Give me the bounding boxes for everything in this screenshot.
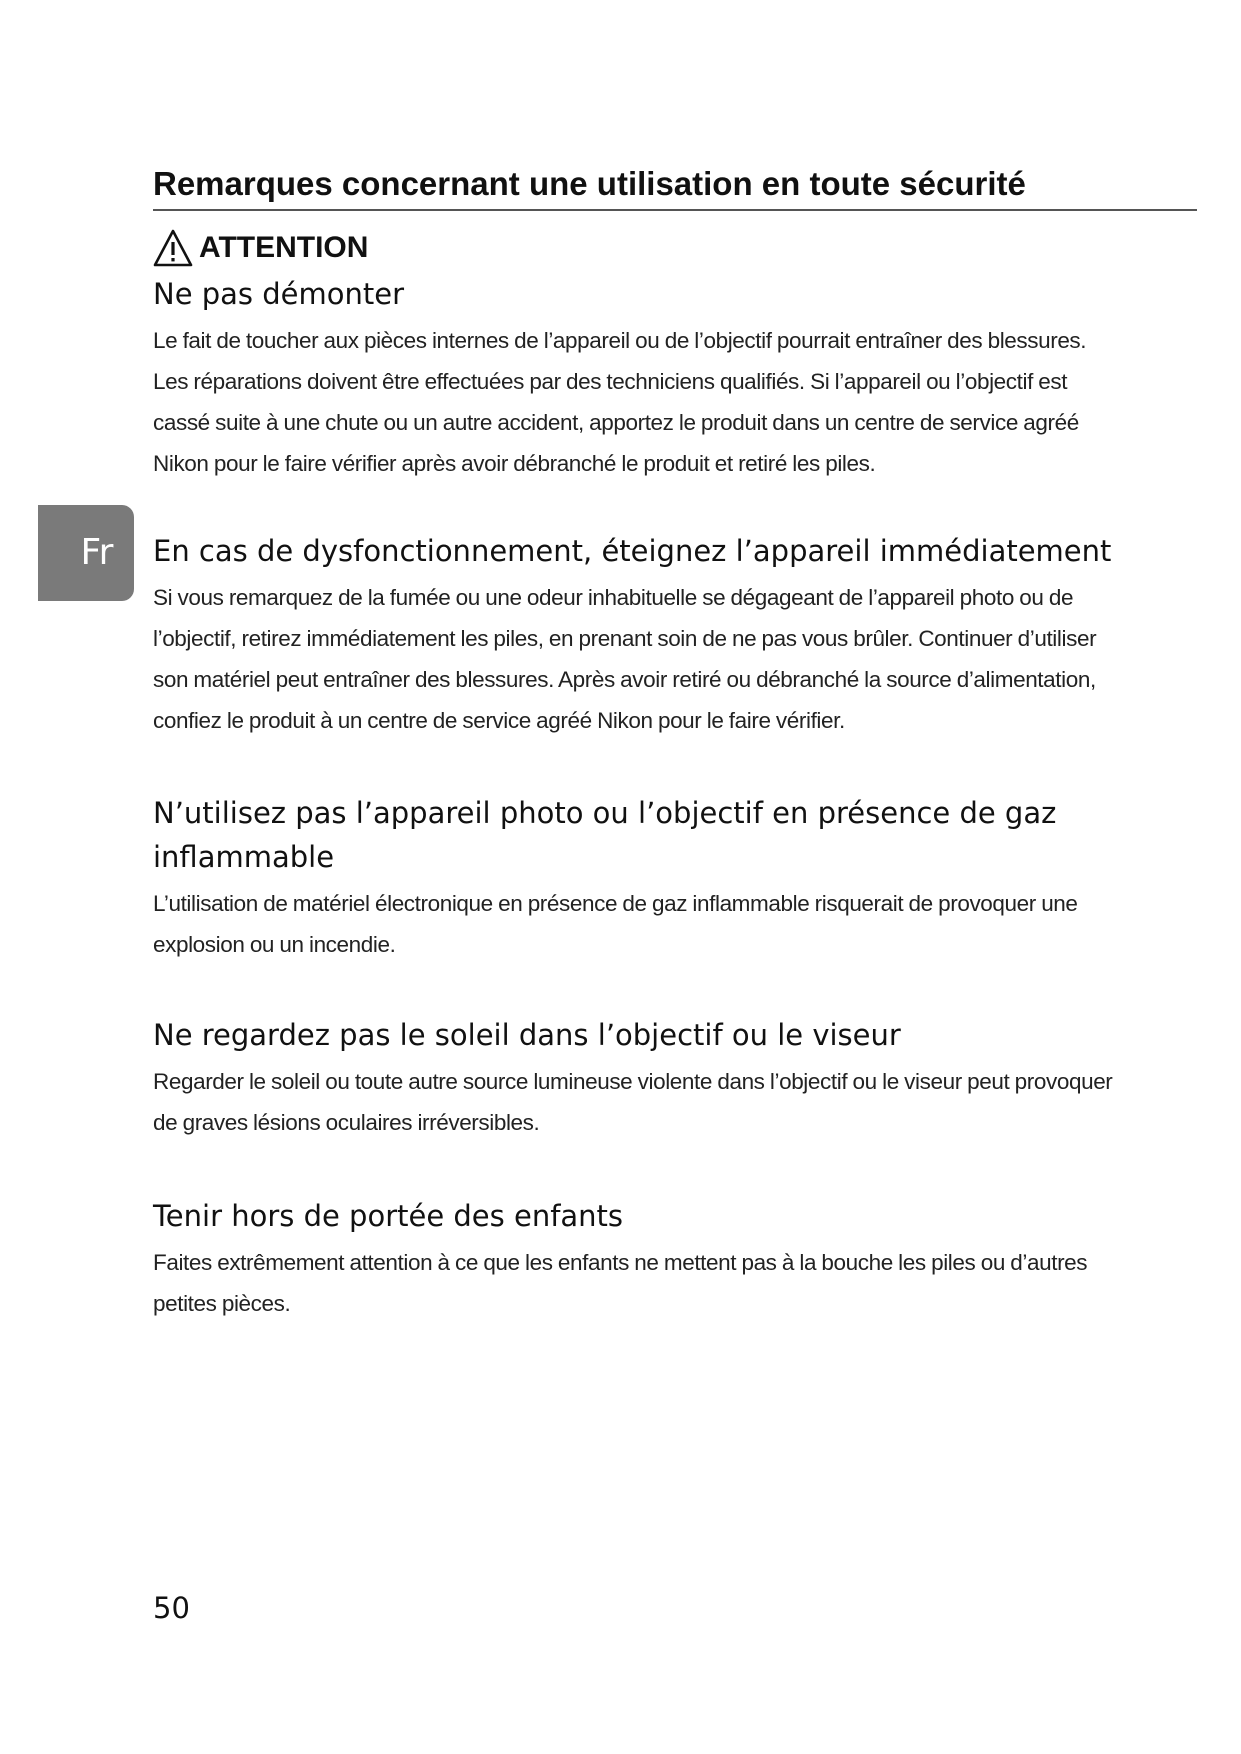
section-soleil <box>153 1013 1113 1143</box>
title-divider <box>153 209 1197 211</box>
language-tab: Fr <box>38 505 134 601</box>
section-body: Regarder le soleil ou toute autre source lumineuse violente dans l’objectif ou le viseur peut provoquer de graves lésions oculaires irréversibles. <box>153 1069 1113 1135</box>
warning-triangle-icon <box>153 229 193 267</box>
attention-header <box>153 226 368 270</box>
section-ne-pas-demonter <box>153 272 1113 484</box>
page-title: Remarques concernant une utilisation en toute sécurité <box>153 165 1026 202</box>
section-heading: Tenir hors de portée des enfants <box>153 1199 624 1233</box>
attention-label: ATTENTION <box>199 231 369 264</box>
section-body: L’utilisation de matériel électronique en présence de gaz inflammable risquerait de provoquer une explosion ou un incendie. <box>153 891 1078 957</box>
section-heading: Ne regardez pas le soleil dans l’objectif ou le viseur <box>153 1018 901 1052</box>
section-body: Le fait de toucher aux pièces internes de l’appareil ou de l’objectif pourrait entraîner des blessures. Les réparations doivent être effectuées par des techniciens qualifiés. Si l’appareil ou l’objectif est cassé suite à une chute ou un autre accident, apportez le produit dans un centre de service agréé Nikon pour le faire vérifier après avoir débranché le produit et retiré les piles. <box>153 328 1087 476</box>
section-body: Faites extrêmement attention à ce que les enfants ne mettent pas à la bouche les piles ou d’autres petites pièces. <box>153 1250 1088 1316</box>
page-number: 50 <box>153 1591 190 1625</box>
section-body: Si vous remarquez de la fumée ou une odeur inhabituelle se dégageant de l’appareil photo ou de l’objectif, retirez immédiatement les piles, en prenant soin de ne pas vous brûler. Continuer d’utiliser son matériel peut entraîner des blessures. Après avoir retiré ou débranché la source d’alimentation, confiez le produit à un centre de service agréé Nikon pour le faire vérifier. <box>153 585 1097 733</box>
section-dysfonctionnement <box>153 529 1113 741</box>
section-heading: Ne pas démonter <box>153 277 405 311</box>
section-gaz-inflammable <box>153 791 1113 965</box>
section-heading: N’utilisez pas l’appareil photo ou l’objectif en présence de gaz inflammable <box>153 796 1057 874</box>
section-enfants <box>153 1194 1113 1324</box>
section-heading: En cas de dysfonctionnement, éteignez l’appareil immédiatement <box>153 534 1112 568</box>
